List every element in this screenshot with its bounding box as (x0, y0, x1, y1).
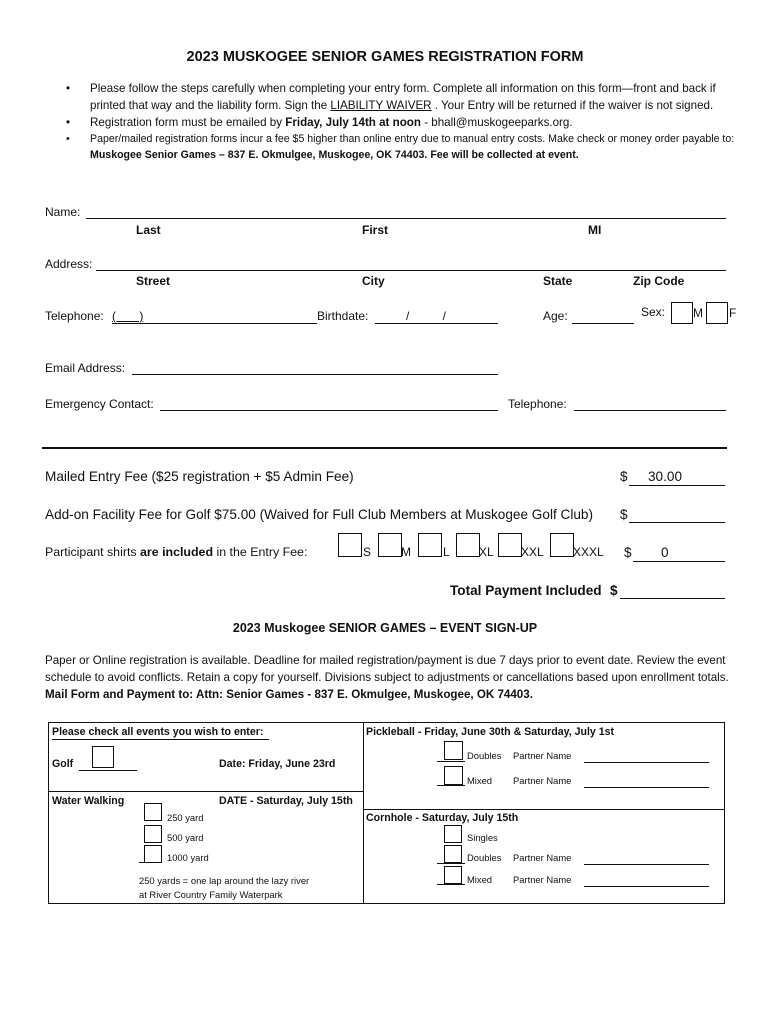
cornhole-doubles-label: Doubles (467, 852, 502, 863)
liability-waiver-link[interactable]: LIABILITY WAIVER (330, 99, 432, 112)
state-caption: State (543, 274, 573, 288)
pickleball-mixed-checkbox[interactable] (444, 766, 463, 785)
last-name-caption: Last (136, 223, 161, 237)
pickleball-doubles-checkbox[interactable] (444, 741, 463, 760)
participant-shirts-label: Participant shirts are included in the Entry Fee: (45, 545, 308, 559)
cornhole-mixed-line (437, 884, 465, 885)
instruction-item: • Paper/mailed registration forms incur a fee $5 higher than online entry due to manual entry costs. Make check or money order payable to: Muskogee Senior Games – 837 E. Okmulgee, Muskogee, OK 74403. Fee will be collected at event. (66, 131, 736, 163)
cornhole-doubles-checkbox[interactable] (444, 845, 462, 863)
pickleball-mixed-partner-field[interactable] (584, 787, 709, 788)
sex-m-checkbox[interactable] (671, 302, 693, 324)
shirt-size-label: XXL (521, 545, 544, 559)
birthdate-label: Birthdate: (317, 309, 369, 323)
cornhole-singles-checkbox[interactable] (444, 825, 462, 843)
shirts-dollar: $ (624, 545, 632, 560)
mailed-fee-amount: 30.00 (648, 469, 683, 484)
middle-initial-caption: MI (588, 223, 602, 237)
partner-name-label: Partner Name (513, 750, 572, 761)
total-payment-field[interactable] (620, 598, 725, 599)
emergency-telephone-field[interactable] (574, 410, 726, 411)
birthdate-field[interactable] (375, 323, 498, 324)
golf-label: Golf (52, 758, 74, 770)
water-walking-note: 250 yards = one lap around the lazy river (139, 875, 310, 886)
age-field[interactable] (572, 323, 634, 324)
row-divider (363, 809, 724, 810)
sex-f-label: F (729, 306, 737, 320)
water-1000-line (139, 862, 161, 863)
events-table (48, 722, 725, 904)
city-caption: City (362, 274, 385, 288)
cornhole-singles-label: Singles (467, 832, 498, 843)
sex-m-label: M (693, 306, 703, 320)
water-walking-date: DATE - Saturday, July 15th (219, 795, 353, 807)
email-label: Email Address: (45, 361, 126, 375)
shirt-size-xl-checkbox[interactable] (456, 533, 480, 557)
cornhole-mixed-partner-field[interactable] (584, 886, 709, 887)
shirt-size-m-checkbox[interactable] (378, 533, 402, 557)
street-caption: Street (136, 274, 171, 288)
water-1000-checkbox[interactable] (144, 845, 162, 863)
shirt-size-xxl-checkbox[interactable] (498, 533, 522, 557)
pickleball-mixed-label: Mixed (467, 775, 493, 786)
sex-label: Sex: (641, 305, 666, 319)
pickleball-mixed-line (437, 785, 465, 786)
mailed-entry-fee-label: Mailed Entry Fee ($25 registration + $5 Admin Fee) (45, 469, 354, 484)
partner-name-label: Partner Name (513, 852, 572, 863)
shirt-size-l-checkbox[interactable] (418, 533, 442, 557)
cornhole-doubles-line (437, 863, 465, 864)
pickleball-doubles-partner-field[interactable] (584, 762, 709, 763)
partner-name-label: Partner Name (513, 874, 572, 885)
partner-name-label: Partner Name (513, 775, 572, 786)
water-option-label: 500 yard (167, 832, 204, 843)
pickleball-doubles-label: Doubles (467, 750, 502, 761)
water-option-label: 1000 yard (167, 852, 209, 863)
events-header: Please check all events you wish to enter: (52, 726, 264, 738)
cornhole-mixed-checkbox[interactable] (444, 866, 462, 884)
golf-checkbox[interactable] (92, 746, 114, 768)
telephone-area-code: ( ) (112, 309, 144, 323)
addon-fee-dollar: $ (620, 507, 628, 522)
emergency-telephone-label: Telephone: (508, 397, 567, 411)
cornhole-mixed-label: Mixed (467, 874, 493, 885)
zip-caption: Zip Code (633, 274, 685, 288)
shirt-size-label: L (443, 545, 450, 559)
events-header-underline (52, 739, 269, 740)
birthdate-separators: / / (406, 309, 447, 323)
golf-date: Date: Friday, June 23rd (219, 758, 336, 770)
mailed-fee-field[interactable] (629, 485, 725, 486)
water-500-checkbox[interactable] (144, 825, 162, 843)
first-name-caption: First (362, 223, 389, 237)
email-field[interactable] (132, 374, 498, 375)
shirts-amount: 0 (661, 545, 669, 560)
total-payment-label: Total Payment Included (450, 583, 602, 598)
golf-line (79, 770, 137, 771)
total-payment-dollar: $ (610, 583, 618, 598)
event-signup-instructions: Paper or Online registration is available. Deadline for mailed registration/payment is due 7 days prior to event date. Review the event schedule to avoid conflicts. Retain a copy for yourself. Divisions subject to adjustments or cancellations based upon enrollment totals. Mail Form and Payment to: Attn: Senior Games - 837 E. Okmulgee, Muskogee, OK 74403. (45, 654, 729, 701)
shirt-size-xxxl-checkbox[interactable] (550, 533, 574, 557)
pickleball-doubles-line (437, 761, 465, 762)
water-250-checkbox[interactable] (144, 803, 162, 821)
instruction-item: • Please follow the steps carefully when completing your entry form. Complete all information on this form—front and back if printed that way and the liability form. Sign the LIABILITY WAIVER . Your Entry will be returned if the waiver is not signed. (66, 80, 736, 114)
instructions-list (66, 80, 736, 163)
water-option-label: 250 yard (167, 812, 204, 823)
shirt-size-label: XXXL (573, 545, 604, 559)
event-signup-title: 2023 Muskogee SENIOR GAMES – EVENT SIGN-UP (232, 621, 538, 635)
sex-f-checkbox[interactable] (706, 302, 728, 324)
name-field[interactable] (86, 218, 726, 219)
water-walking-note: at River Country Family Waterpark (139, 889, 283, 900)
pickleball-label: Pickleball - Friday, June 30th & Saturday, July 1st (366, 726, 615, 738)
mailed-fee-dollar: $ (620, 469, 628, 484)
age-label: Age: (543, 309, 568, 323)
emergency-contact-label: Emergency Contact: (45, 397, 154, 411)
shirts-fee-field[interactable] (633, 561, 725, 562)
section-divider (42, 447, 727, 449)
address-label: Address: (45, 257, 93, 271)
column-divider (363, 723, 364, 903)
addon-facility-fee-label: Add-on Facility Fee for Golf $75.00 (Waived for Full Club Members at Muskogee Golf Club) (45, 507, 593, 522)
name-label: Name: (45, 205, 81, 219)
shirt-size-label: XL (479, 545, 494, 559)
emergency-contact-field[interactable] (160, 410, 498, 411)
shirt-size-label: M (401, 545, 411, 559)
telephone-field[interactable] (112, 323, 317, 324)
shirt-size-label: S (363, 545, 372, 559)
water-walking-label: Water Walking (52, 795, 125, 807)
address-field[interactable] (96, 270, 726, 271)
row-divider (49, 791, 363, 792)
cornhole-doubles-partner-field[interactable] (584, 864, 709, 865)
cornhole-label: Cornhole - Saturday, July 15th (366, 812, 519, 824)
form-title: 2023 MUSKOGEE SENIOR GAMES REGISTRATION FORM (186, 49, 584, 65)
addon-fee-field[interactable] (629, 522, 725, 523)
telephone-label: Telephone: (45, 309, 104, 323)
shirt-size-s-checkbox[interactable] (338, 533, 362, 557)
instruction-item: • Registration form must be emailed by Friday, July 14th at noon - bhall@muskogeeparks.org. (66, 114, 736, 131)
